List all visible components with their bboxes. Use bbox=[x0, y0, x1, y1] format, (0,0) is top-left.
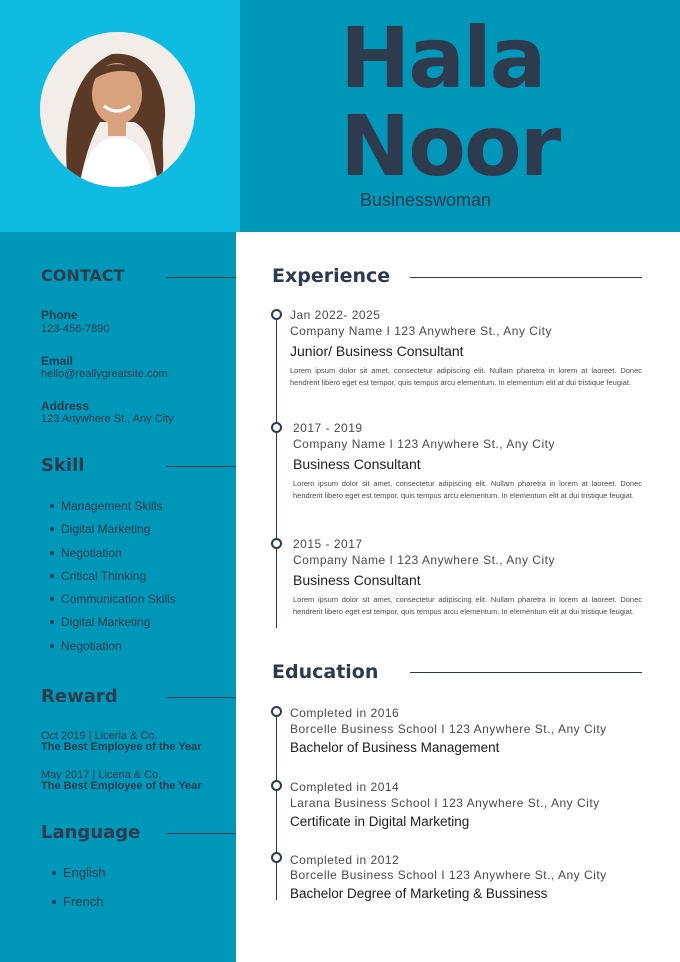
experience-date: 2015 - 2017 bbox=[293, 537, 363, 551]
reward-meta: May 2017 | Liceria & Co. bbox=[41, 769, 162, 781]
education-date: Completed in 2012 bbox=[290, 853, 400, 867]
experience-company: Company Name I 123 Anywhere St., Any City bbox=[293, 553, 555, 567]
first-name: Hala bbox=[340, 9, 545, 107]
experience-company: Company Name I 123 Anywhere St., Any City bbox=[290, 324, 552, 338]
skill-item: Digital Marketing bbox=[50, 614, 176, 637]
skill-item: Critical Thinking bbox=[50, 568, 176, 591]
contact-divider bbox=[166, 277, 236, 278]
experience-company: Company Name I 123 Anywhere St., Any City bbox=[293, 437, 555, 451]
language-item: English bbox=[52, 865, 106, 894]
education-heading: Education bbox=[272, 661, 379, 683]
language-divider bbox=[166, 833, 236, 834]
skill-item: Communication Skills bbox=[50, 591, 176, 614]
education-degree: Bachelor of Business Management bbox=[290, 740, 500, 755]
last-name: Noor bbox=[340, 97, 560, 195]
experience-role: Junior/ Business Consultant bbox=[290, 343, 464, 359]
education-degree: Bachelor Degree of Marketing & Bussiness bbox=[290, 886, 548, 901]
profile-photo bbox=[40, 32, 195, 187]
email-label: Email bbox=[41, 354, 74, 368]
address-label: Address bbox=[41, 399, 90, 413]
education-divider bbox=[410, 672, 642, 673]
phone-value: 123-456-7890 bbox=[41, 323, 110, 335]
skill-item: Management Skills bbox=[50, 498, 176, 521]
reward-meta: Oct 2019 | Liceria & Co. bbox=[41, 730, 158, 742]
timeline-dot bbox=[271, 309, 282, 320]
language-item: French bbox=[52, 894, 106, 923]
address-value: 123 Anywhere St., Any City bbox=[41, 413, 174, 425]
experience-role: Business Consultant bbox=[293, 456, 421, 472]
reward-title: The Best Employee of the Year bbox=[41, 741, 202, 753]
contact-heading: CONTACT bbox=[41, 266, 125, 285]
experience-role: Business Consultant bbox=[293, 572, 421, 588]
experience-date: Jan 2022- 2025 bbox=[290, 308, 381, 322]
timeline-dot bbox=[271, 422, 282, 433]
skill-heading: Skill bbox=[41, 455, 85, 476]
experience-divider bbox=[410, 277, 642, 278]
experience-date: 2017 - 2019 bbox=[293, 421, 363, 435]
education-school: Borcelle Business School I 123 Anywhere St., Any City bbox=[290, 722, 607, 736]
education-date: Completed in 2016 bbox=[290, 706, 400, 720]
education-school: Borcelle Business School I 123 Anywhere St., Any City bbox=[290, 868, 607, 882]
timeline-dot bbox=[271, 852, 282, 863]
language-list bbox=[52, 865, 106, 923]
timeline-dot bbox=[271, 706, 282, 717]
skill-item: Negotiation bbox=[50, 545, 176, 568]
education-date: Completed in 2014 bbox=[290, 780, 400, 794]
reward-heading: Reward bbox=[41, 686, 118, 707]
experience-description: Lorem ipsum dolor sit amet, consectetur adipiscing elit. Nullam pharetra in lorem at laoreet. Donec hendrerit libero eget est tempor, quis tempus arcu elementum. In elementum elit at dui tristique feugiat. bbox=[293, 595, 642, 617]
skill-list bbox=[50, 498, 176, 661]
header-photo-panel bbox=[0, 0, 240, 232]
email-value: hello@reallygreatsite.com bbox=[41, 368, 168, 380]
timeline-dot bbox=[271, 780, 282, 791]
timeline-dot bbox=[271, 538, 282, 549]
phone-label: Phone bbox=[41, 308, 78, 322]
reward-divider bbox=[166, 697, 236, 698]
reward-title: The Best Employee of the Year bbox=[41, 780, 202, 792]
education-degree: Certificate in Digital Marketing bbox=[290, 814, 470, 829]
skill-item: Negotiation bbox=[50, 638, 176, 661]
education-timeline bbox=[276, 713, 277, 900]
education-school: Larana Business School I 123 Anywhere St., Any City bbox=[290, 796, 600, 810]
job-title: Businesswoman bbox=[360, 190, 492, 210]
person-name bbox=[340, 9, 560, 195]
experience-timeline bbox=[276, 316, 277, 628]
skill-divider bbox=[166, 466, 236, 467]
language-heading: Language bbox=[41, 822, 141, 843]
experience-description: Lorem ipsum dolor sit amet, consectetur adipiscing elit. Nullam pharetra in lorem at laoreet. Donec hendrerit libero eget est tempor, quis tempus arcu elementum. In elementum elit at dui tristique feugiat. bbox=[290, 366, 642, 388]
experience-heading: Experience bbox=[272, 265, 391, 287]
experience-description: Lorem ipsum dolor sit amet, consectetur adipiscing elit. Nullam pharetra in lorem at laoreet. Donec hendrerit libero eget est tempor, quis tempus arcu elementum. In elementum elit at dui tristique feugiat. bbox=[293, 479, 642, 501]
skill-item: Digital Marketing bbox=[50, 521, 176, 544]
